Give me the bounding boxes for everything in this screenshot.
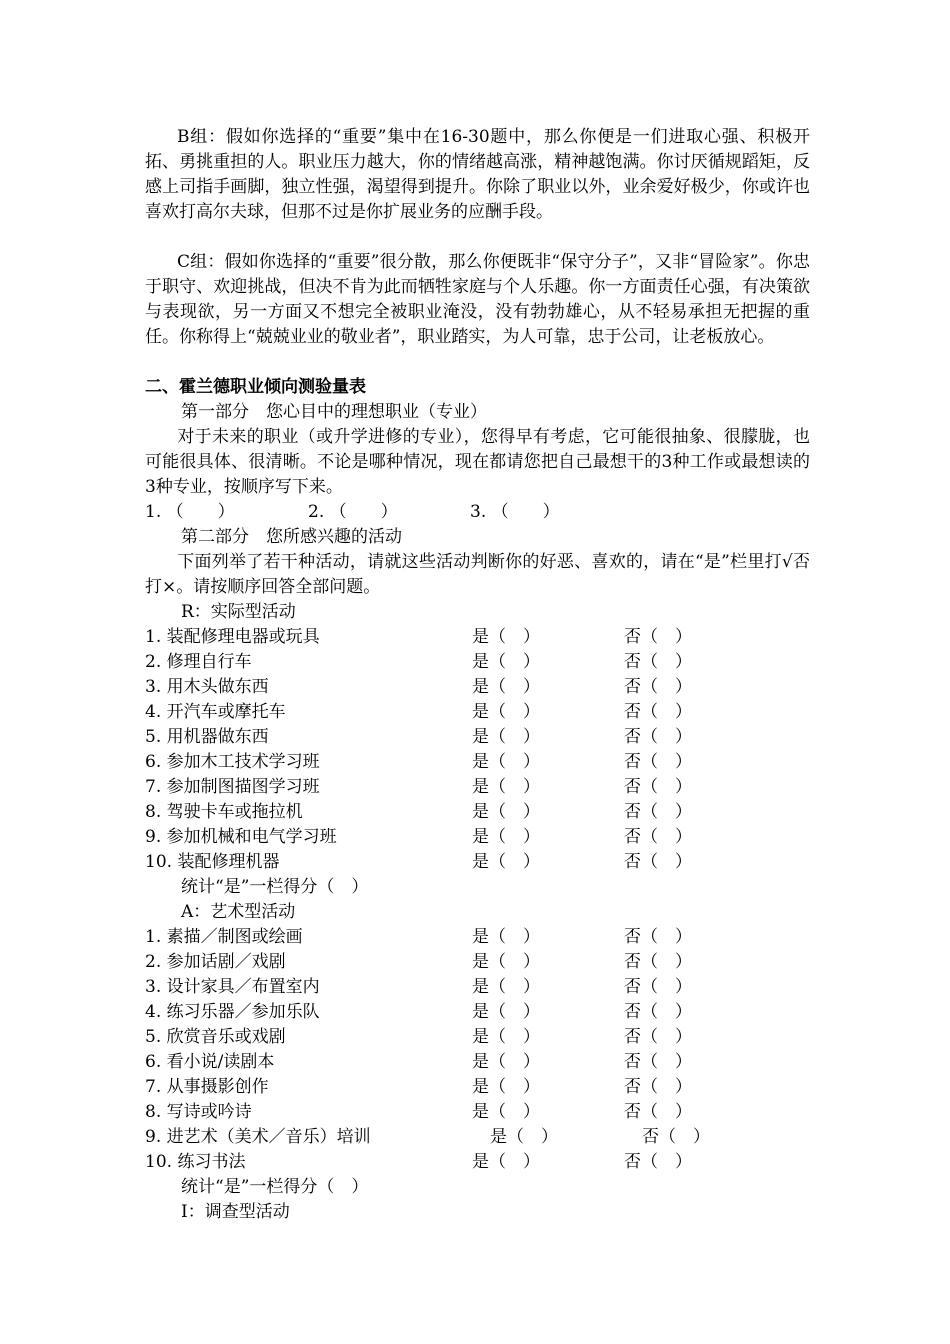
yes-answer-box[interactable]: 是（ ） — [472, 827, 540, 847]
yes-answer-box[interactable]: 是（ ） — [472, 1002, 540, 1022]
yes-answer-box[interactable]: 是（ ） — [472, 652, 540, 672]
no-answer-box[interactable]: 否（ ） — [624, 727, 692, 747]
yes-answer-box[interactable]: 是（ ） — [472, 1102, 540, 1122]
no-answer-box[interactable]: 否（ ） — [624, 852, 692, 872]
activity-label: 3. 设计家具／布置室内 — [145, 977, 320, 997]
no-answer-box[interactable]: 否（ ） — [624, 802, 692, 822]
no-answer-box[interactable]: 否（ ） — [624, 977, 692, 997]
no-answer-box[interactable]: 否（ ） — [624, 1002, 692, 1022]
group-i-title: I：调查型活动 — [181, 1202, 290, 1222]
activity-label: 8. 写诗或吟诗 — [145, 1102, 252, 1122]
yes-answer-box[interactable]: 是（ ） — [472, 927, 540, 947]
group-c-paragraph: C组：假如你选择的“重要”很分散，那么你便既非“保守分子”，又非“冒险家”。你忠于职守、欢迎挑战，但决不肯为此而牺牲家庭与个人乐趣。你一方面责任心强，有决策欲与表现欲，另一方面又不想完全被职业淹没，没有勃勃雄心，从不轻易承担无把握的重任。你称得上“兢兢业业的敬业者”，职业踏实，为人可靠，忠于公司，让老板放心。 — [145, 252, 810, 347]
activity-label: 4. 开汽车或摩托车 — [145, 702, 286, 722]
yes-answer-box[interactable]: 是（ ） — [472, 852, 540, 872]
answer-blank-3[interactable]: 3. （ ） — [470, 502, 560, 522]
no-answer-box[interactable]: 否（ ） — [624, 1077, 692, 1097]
no-answer-box[interactable]: 否（ ） — [624, 627, 692, 647]
activity-label: 9. 参加机械和电气学习班 — [145, 827, 337, 847]
yes-answer-box[interactable]: 是（ ） — [472, 1027, 540, 1047]
activity-label: 7. 参加制图描图学习班 — [145, 777, 320, 797]
yes-answer-box[interactable]: 是（ ） — [472, 727, 540, 747]
no-answer-box[interactable]: 否（ ） — [642, 1127, 710, 1147]
activity-label: 2. 参加话剧／戏剧 — [145, 952, 286, 972]
yes-answer-box[interactable]: 是（ ） — [472, 1077, 540, 1097]
yes-answer-box[interactable]: 是（ ） — [490, 1127, 558, 1147]
no-answer-box[interactable]: 否（ ） — [624, 1102, 692, 1122]
no-answer-box[interactable]: 否（ ） — [624, 1152, 692, 1172]
yes-answer-box[interactable]: 是（ ） — [472, 977, 540, 997]
yes-answer-box[interactable]: 是（ ） — [472, 1152, 540, 1172]
activity-label: 2. 修理自行车 — [145, 652, 252, 672]
activity-label: 9. 进艺术（美术／音乐）培训 — [145, 1127, 371, 1147]
no-answer-box[interactable]: 否（ ） — [624, 752, 692, 772]
group-a-title: A：艺术型活动 — [181, 902, 296, 922]
no-answer-box[interactable]: 否（ ） — [624, 927, 692, 947]
part1-paragraph: 对于未来的职业（或升学进修的专业），您得早有考虑，它可能很抽象、很朦胧，也可能很具体、很清晰。不论是哪种情况，现在都请您把自己最想干的3种工作或最想读的3种专业，按顺序写下来。 — [145, 427, 810, 497]
yes-answer-box[interactable]: 是（ ） — [472, 1052, 540, 1072]
no-answer-box[interactable]: 否（ ） — [624, 952, 692, 972]
activity-label: 10. 练习书法 — [145, 1152, 246, 1172]
yes-answer-box[interactable]: 是（ ） — [472, 627, 540, 647]
yes-answer-box[interactable]: 是（ ） — [472, 777, 540, 797]
activity-label: 1. 装配修理电器或玩具 — [145, 627, 320, 647]
no-answer-box[interactable]: 否（ ） — [624, 702, 692, 722]
part2-title: 第二部分 您所感兴趣的活动 — [181, 527, 402, 547]
answer-blank-2[interactable]: 2. （ ） — [308, 502, 398, 522]
activity-label: 7. 从事摄影创作 — [145, 1077, 269, 1097]
no-answer-box[interactable]: 否（ ） — [624, 677, 692, 697]
no-answer-box[interactable]: 否（ ） — [624, 777, 692, 797]
yes-answer-box[interactable]: 是（ ） — [472, 702, 540, 722]
yes-answer-box[interactable]: 是（ ） — [472, 677, 540, 697]
activity-label: 8. 驾驶卡车或拖拉机 — [145, 802, 303, 822]
no-answer-box[interactable]: 否（ ） — [624, 1027, 692, 1047]
activity-label: 6. 参加木工技术学习班 — [145, 752, 320, 772]
section-heading: 二、霍兰德职业倾向测验量表 — [145, 377, 366, 397]
activity-label: 5. 用机器做东西 — [145, 727, 269, 747]
part2-paragraph: 下面列举了若干种活动，请就这些活动判断你的好恶、喜欢的，请在“是”栏里打√否打×。请按顺序回答全部问题。 — [145, 552, 810, 597]
activity-label: 5. 欣赏音乐或戏剧 — [145, 1027, 286, 1047]
no-answer-box[interactable]: 否（ ） — [624, 652, 692, 672]
group-b-paragraph: B组：假如你选择的“重要”集中在16-30题中，那么你便是一们进取心强、积极开拓、勇挑重担的人。职业压力越大，你的情绪越高涨，精神越饱满。你讨厌循规蹈矩，反感上司指手画脚，独立性强，渴望得到提升。你除了职业以外，业余爱好极少，你或许也喜欢打高尔夫球，但那不过是你扩展业务的应酬手段。 — [145, 127, 810, 222]
yes-answer-box[interactable]: 是（ ） — [472, 952, 540, 972]
activity-label: 10. 装配修理机器 — [145, 852, 280, 872]
part1-title: 第一部分 您心目中的理想职业（专业） — [181, 402, 487, 422]
yes-answer-box[interactable]: 是（ ） — [472, 802, 540, 822]
activity-label: 3. 用木头做东西 — [145, 677, 269, 697]
activity-label: 6. 看小说/读剧本 — [145, 1052, 275, 1072]
no-answer-box[interactable]: 否（ ） — [624, 1052, 692, 1072]
answer-blank-1[interactable]: 1. （ ） — [145, 502, 235, 522]
group-r-title: R：实际型活动 — [181, 602, 296, 622]
activity-label: 1. 素描／制图或绘画 — [145, 927, 303, 947]
yes-answer-box[interactable]: 是（ ） — [472, 752, 540, 772]
activity-label: 4. 练习乐器／参加乐队 — [145, 1002, 320, 1022]
no-answer-box[interactable]: 否（ ） — [624, 827, 692, 847]
group-r-score[interactable]: 统计“是”一栏得分（ ） — [181, 877, 369, 897]
group-a-score[interactable]: 统计“是”一栏得分（ ） — [181, 1177, 369, 1197]
